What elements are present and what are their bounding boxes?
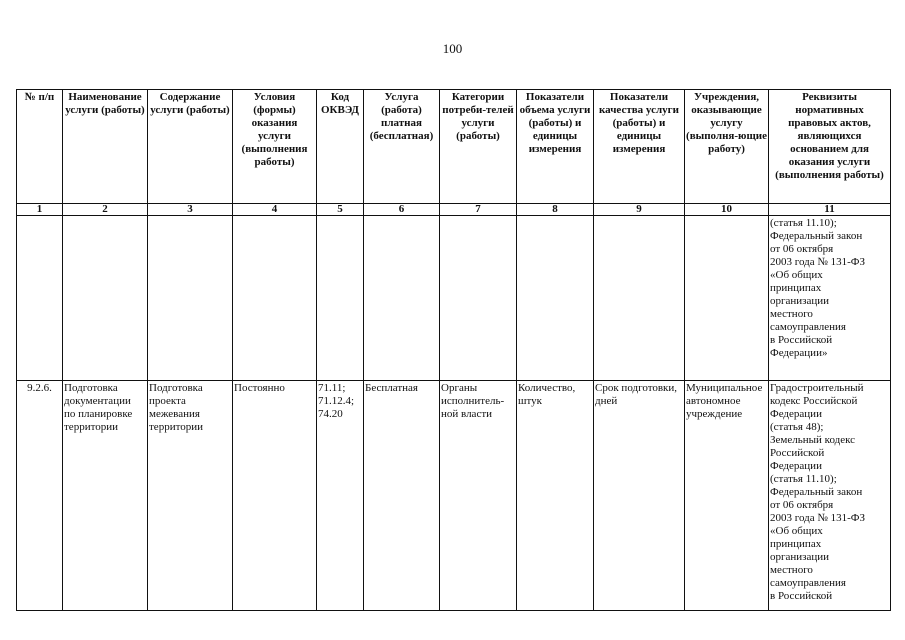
table-cell xyxy=(63,216,148,381)
column-number: 11 xyxy=(769,204,891,216)
conditions-cell: Постоянно xyxy=(233,381,317,611)
header-cell-conditions: Условия (формы) оказания услуги (выполнения работы) xyxy=(233,90,317,204)
table-cell xyxy=(517,216,594,381)
table-cell xyxy=(17,216,63,381)
column-number: 5 xyxy=(317,204,364,216)
column-number: 9 xyxy=(594,204,685,216)
column-number-row xyxy=(17,204,891,216)
okved-code-cell: 71.11; 71.12.4; 74.20 xyxy=(317,381,364,611)
table-cell xyxy=(364,216,440,381)
table-cell xyxy=(233,216,317,381)
column-number: 2 xyxy=(63,204,148,216)
service-name-cell: Подготовка документации по планировке территории xyxy=(63,381,148,611)
header-cell-quality-indicators: Показатели качества услуги (работы) и единицы измерения xyxy=(594,90,685,204)
column-number: 6 xyxy=(364,204,440,216)
table-cell xyxy=(440,216,517,381)
header-cell-institutions: Учреждения, оказывающие услугу (выполня-ющие работу) xyxy=(685,90,769,204)
institutions-cell: Муниципальное автономное учреждение xyxy=(685,381,769,611)
legal-acts-cell: Градостроительный кодекс Российской Федерации (статья 48); Земельный кодекс Российской Федерации (статья 11.10); Федеральный закон от 06 октября 2003 года № 131-ФЗ «Об общих принципах организации местного самоуправления в Российской xyxy=(769,381,891,611)
service-content-cell: Подготовка проекта межевания территории xyxy=(148,381,233,611)
table-cell xyxy=(594,216,685,381)
header-cell-legal-acts: Реквизиты нормативных правовых актов, являющихся основанием для оказания услуги (выполнения работы) xyxy=(769,90,891,204)
header-row xyxy=(17,90,891,204)
services-table xyxy=(16,89,891,611)
column-number: 1 xyxy=(17,204,63,216)
table-row xyxy=(17,216,891,381)
table-cell xyxy=(317,216,364,381)
header-cell-consumer-categories: Категории потреби-телей услуги (работы) xyxy=(440,90,517,204)
header-cell-okved-code: Код ОКВЭД xyxy=(317,90,364,204)
table-row xyxy=(17,381,891,611)
volume-indicators-cell: Количество, штук xyxy=(517,381,594,611)
column-number: 4 xyxy=(233,204,317,216)
table-cell xyxy=(148,216,233,381)
quality-indicators-cell: Срок подготовки, дней xyxy=(594,381,685,611)
paid-free-cell: Бесплатная xyxy=(364,381,440,611)
header-cell-service-content: Содержание услуги (работы) xyxy=(148,90,233,204)
header-cell-paid-free: Услуга (работа) платная (бесплатная) xyxy=(364,90,440,204)
row-number-cell: 9.2.6. xyxy=(17,381,63,611)
header-cell-service-name: Наименование услуги (работы) xyxy=(63,90,148,204)
header-cell-volume-indicators: Показатели объема услуги (работы) и единицы измерения xyxy=(517,90,594,204)
column-number: 3 xyxy=(148,204,233,216)
column-number: 8 xyxy=(517,204,594,216)
consumer-categories-cell: Органы исполнитель- ной власти xyxy=(440,381,517,611)
column-number: 7 xyxy=(440,204,517,216)
legal-acts-cell: (статья 11.10); Федеральный закон от 06 октября 2003 года № 131-ФЗ «Об общих принципах организации местного самоуправления в Российской Федерации» xyxy=(769,216,891,381)
column-number: 10 xyxy=(685,204,769,216)
page-number: 100 xyxy=(442,41,463,56)
table-cell xyxy=(685,216,769,381)
header-cell-number: № п/п xyxy=(17,90,63,204)
